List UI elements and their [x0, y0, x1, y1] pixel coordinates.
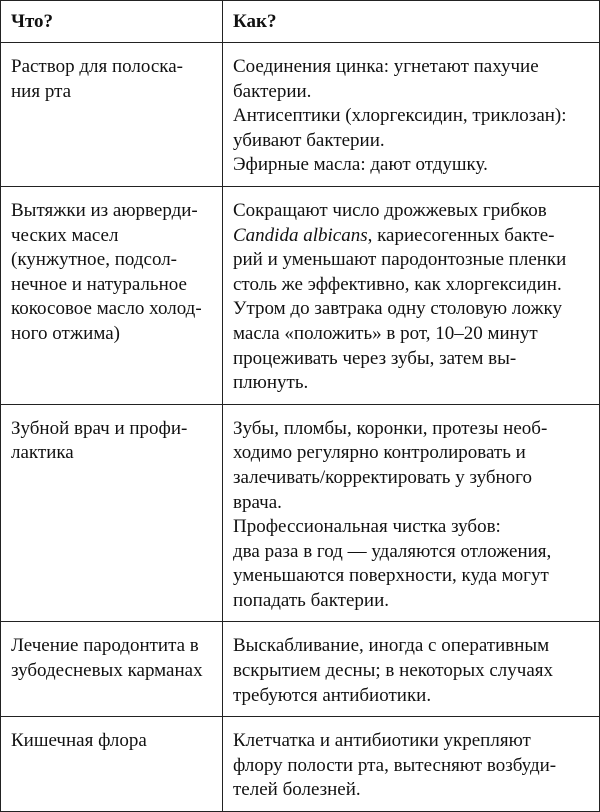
cell-how [223, 186, 600, 404]
text-line: Клетчатка и антибиотики укрепляют [233, 730, 531, 752]
cell-what [1, 622, 223, 717]
text-fragment: , кариесогенных бакте- [367, 224, 555, 246]
text-line: (кунжутное, подсол- [11, 249, 177, 271]
cell-how [223, 404, 600, 622]
text-line: ния рта [11, 80, 72, 102]
text-line: Раствор для полоска- [11, 56, 183, 77]
cell-what [1, 43, 223, 187]
text-line: нечное и натуральное [11, 273, 187, 295]
header-what: Что? [1, 1, 223, 43]
header-row [1, 1, 600, 43]
table-row [1, 622, 600, 717]
text-line: рий и уменьшают пародонтозные пленки [233, 249, 567, 271]
text-line: Соединения цинка: угнетают пахучие [233, 56, 539, 77]
text-line: Сокращают число дрожжевых грибков [233, 199, 547, 221]
text-line: вскрытием десны; в некоторых случаях [233, 660, 553, 682]
text-line: попадать бактерии. [233, 589, 389, 611]
text-line: Зубной врач и профи- [11, 417, 188, 439]
cell-what [1, 404, 223, 622]
text-line: Зубы, пломбы, коронки, протезы необ- [233, 417, 548, 439]
table-row [1, 717, 600, 812]
text-line: врача. [233, 491, 282, 513]
cell-how [223, 622, 600, 717]
text-line [233, 224, 591, 249]
paragraph [233, 515, 591, 613]
text-line: масла «положить» в рот, 10–20 минут [233, 322, 538, 344]
text-line: флору полости рта, вытесняют возбуди- [233, 754, 557, 776]
text-line: Вытяжки из аюрверди- [11, 199, 198, 221]
text-line: Выскабливание, иногда с оперативным [233, 635, 550, 657]
text-line: Антисептики (хлоргексидин, триклозан): [233, 105, 567, 127]
header-how: Как? [223, 1, 600, 43]
text-line: Утром до завтрака одну столовую ложку [233, 298, 562, 320]
table-row [1, 404, 600, 622]
paragraph [233, 55, 591, 104]
text-line: убивают бактерии. [233, 129, 385, 151]
text-line: плюнуть. [233, 372, 309, 394]
text-line: кокосовое масло холод- [11, 298, 202, 320]
paragraph [233, 153, 591, 178]
text-line: ходимо регулярно контролировать и [233, 442, 526, 464]
text-line: Профессиональная чистка зубов: [233, 516, 501, 538]
text-line: ческих масел [11, 224, 119, 246]
text-line: телей болезней. [233, 779, 361, 801]
text-line: Лечение пародонтита в [11, 635, 199, 657]
text-line: процеживать через зубы, затем вы- [233, 347, 517, 369]
cell-how [223, 717, 600, 812]
cell-how [223, 43, 600, 187]
text-line: Эфирные масла: дают отдушку. [233, 154, 488, 176]
text-line: зубодесневых карманах [11, 660, 203, 682]
text-line: Кишечная флора [11, 730, 147, 752]
text-line: ного отжима) [11, 322, 120, 344]
text-line: бактерии. [233, 80, 312, 102]
text-line: столь же эффективно, как хлоргексидин. [233, 273, 562, 295]
text-line: требуются антибиотики. [233, 684, 432, 706]
table-row [1, 186, 600, 404]
text-line: лактика [11, 442, 74, 464]
text-line: залечивать/корректировать у зубного [233, 466, 532, 488]
cell-what [1, 186, 223, 404]
table-row [1, 43, 600, 187]
text-line: два раза в год — удаляются отложения, [233, 540, 552, 562]
cell-what [1, 717, 223, 812]
text-line: уменьшаются поверхности, куда могут [233, 565, 549, 587]
paragraph [233, 417, 591, 515]
italic-term: Candida albicans [233, 224, 368, 246]
paragraph [233, 104, 591, 153]
